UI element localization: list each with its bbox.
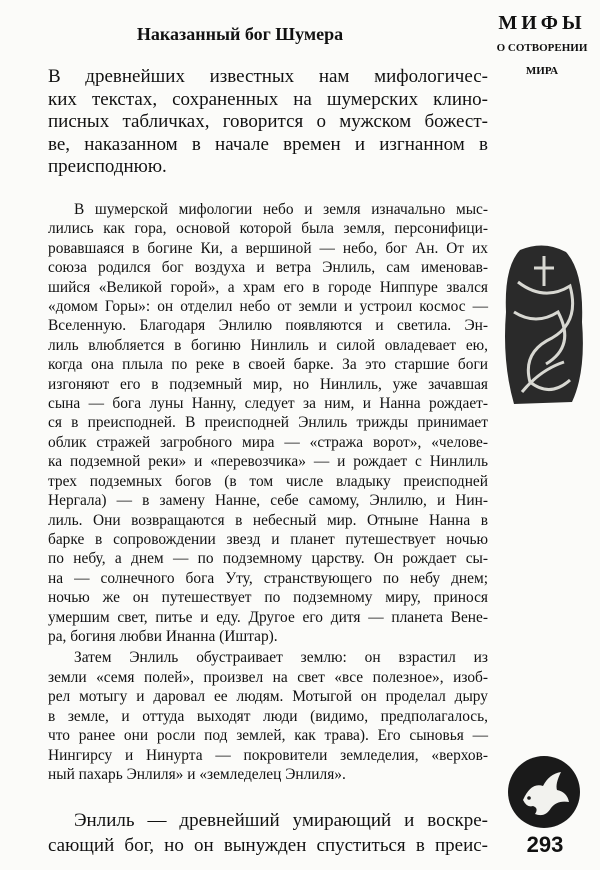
text-line: ровавшаяся в богине Ки, а вершиной — небо, бог Ан. От их xyxy=(48,239,488,257)
section-header-myths: МИФЫ xyxy=(498,12,586,34)
text-line: Вселенную. Благодаря Энлилю появляются и светила. Эн- xyxy=(48,317,488,335)
section-subheader: О СОТВОРЕНИИ xyxy=(496,42,588,54)
text-line: лиль. Они возвращаются в небесный мир. Отныне Нанна в xyxy=(48,511,488,529)
body-paragraph-2 xyxy=(48,648,488,785)
text-line: ра, богиня любви Инанна (Иштар). xyxy=(48,627,278,645)
text-line: Затем Энлиль обустраивает землю: он взрастил из xyxy=(74,649,488,666)
text-line: «домом Горы»: он отделил небо от земли и устроил космос — xyxy=(48,298,488,316)
text-line: Нергала) — в замену Нанне, себе самому, Энлилю, и Нин- xyxy=(48,492,488,510)
text-line: шийся «Великой горой», а храм его в городе Ниппуре звался xyxy=(48,278,488,296)
body-paragraph-1 xyxy=(48,200,488,646)
text-line: земли «семя полей», произвел на свет «все полезное», изоб- xyxy=(48,668,488,686)
text-line: ка подземной реки» и «перевозчика» — и рождает с Нинлиль xyxy=(48,453,488,471)
text-line: барке в сопровождении звезд и планет путешествует ночью xyxy=(48,530,488,548)
text-line: сающий бог, но он вынужден спуститься в преис- xyxy=(48,835,488,856)
text-line: лились как гора, основой которой была земля, персонифици- xyxy=(48,220,488,238)
text-line: В древнейших известных нам мифологичес- xyxy=(48,66,488,87)
section-subheader-2: МИРА xyxy=(525,65,559,77)
text-line: Нингирсу и Нинурта — покровители земледелия, «верхов- xyxy=(48,746,488,764)
text-line: Энлиль — древнейший умирающий и воскре- xyxy=(74,810,488,831)
text-line: рел мотыгу и даровал ее людям. Мотыгой он проделал дыру xyxy=(48,688,488,705)
text-line: трех подземных богов (в том числе владыку преисподней xyxy=(48,472,488,490)
text-line: когда она плыла по реке в своей барке. За это старшие боги xyxy=(48,356,488,374)
outro-paragraph xyxy=(48,808,488,858)
text-line: что ранее они росли под землей, как трава). Его сыновья — xyxy=(48,727,488,744)
carved-stone-illustration xyxy=(500,242,588,408)
page-number: 293 xyxy=(526,832,564,857)
text-line: писных табличках, говорится о мужском божест- xyxy=(48,111,488,132)
text-line: союза родился бог воздуха и ветра Энлиль, сам именовав- xyxy=(48,259,488,277)
text-line: В шумерской мифологии небо и земля изначально мыс- xyxy=(74,201,488,218)
text-line: ких текстах, сохраненных на шумерских клино- xyxy=(48,88,488,110)
text-line: умершим свет, питье и еду. Другое его дитя — планета Вене- xyxy=(48,608,488,626)
text-line: на — солнечного бога Уту, странствующего по небу днем; xyxy=(48,569,488,587)
text-line: по небу, а днем — по подземному царству. Он рождает сы- xyxy=(48,550,488,568)
text-line: лиль влюбляется в богиню Нинлиль и силой овладевает ею, xyxy=(48,336,488,354)
intro-paragraph xyxy=(48,66,488,179)
text-line: ве, наказанном в начале времен и изгнанном в xyxy=(48,133,488,155)
page-title: Наказанный бог Шумера xyxy=(136,24,344,44)
text-line: ный пахарь Энлиля» и «земледелец Энлиля». xyxy=(48,766,346,783)
text-line: ночью же он путешествует по подземному миру, принося xyxy=(48,589,488,607)
text-line: изгоняют его в подземный мир, но Нинлиль, уже зачавшая xyxy=(48,375,488,393)
text-line: сына — бога луны Нанну, следует за ним, и Нанна рождает- xyxy=(48,395,488,413)
text-line: в земле, и оттуда выходят люди (видимо, предполагалось, xyxy=(48,707,488,725)
text-line: преисподнюю. xyxy=(48,156,167,177)
text-line: ся в преисподней. В преисподней Энлиль трижды принимает xyxy=(48,414,488,432)
text-line: облик стражей загробного мира — «стража ворот», «челове- xyxy=(48,433,488,451)
bird-emblem-icon xyxy=(505,752,583,832)
